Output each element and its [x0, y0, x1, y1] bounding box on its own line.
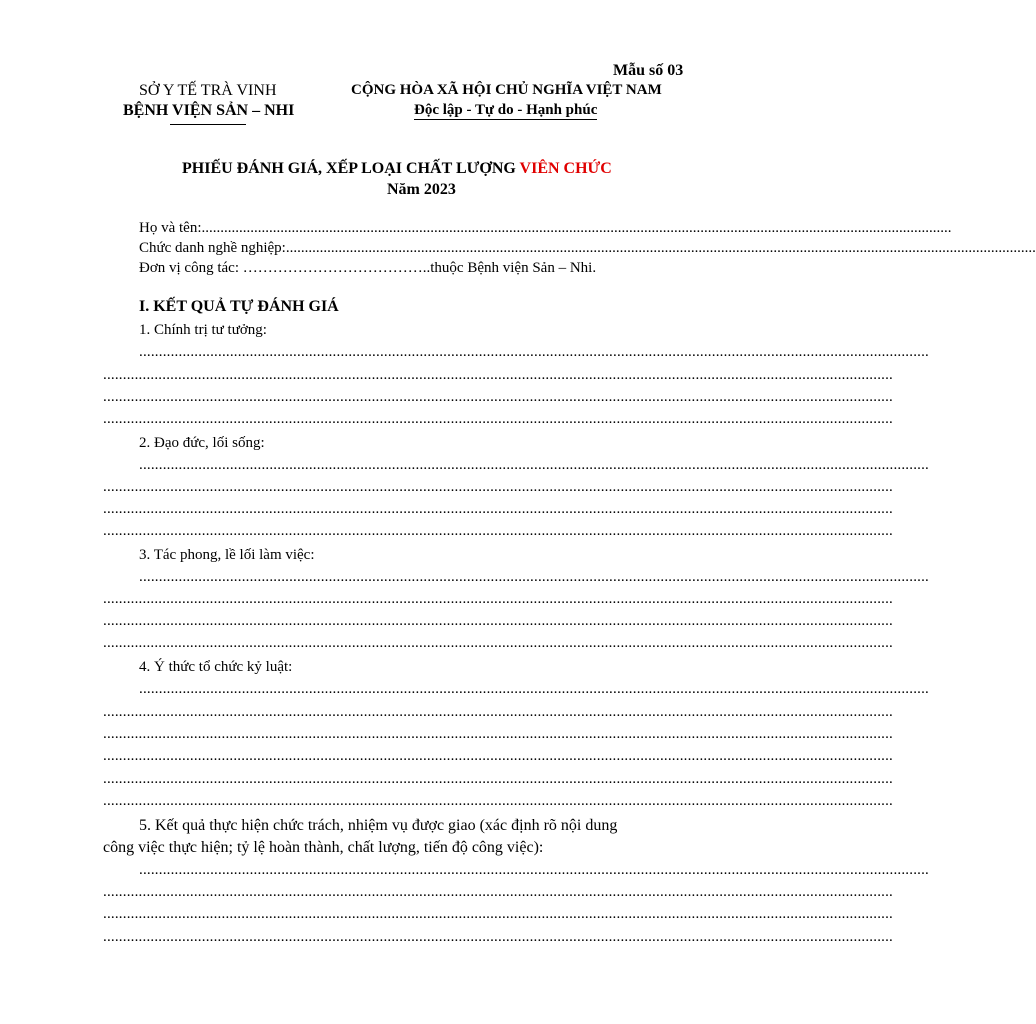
item-2-line: ........................................................................................................................................................................................................ [139, 457, 929, 473]
item-4-line: ........................................................................................................................................................................................................ [139, 681, 929, 697]
hospital-underline [170, 124, 246, 125]
section-heading: I. KẾT QUẢ TỰ ĐÁNH GIÁ [139, 298, 339, 315]
unit-field [139, 260, 596, 277]
item-2-line: ........................................................................................................................................................................................................ [103, 479, 893, 495]
item-3-line: ........................................................................................................................................................................................................ [139, 569, 929, 585]
item-5-line: ........................................................................................................................................................................................................ [103, 906, 893, 922]
document-title-main: PHIẾU ĐÁNH GIÁ, XẾP LOẠI CHẤT LƯỢNG [182, 160, 520, 177]
document-title [182, 160, 612, 178]
item-2-label: 2. Đạo đức, lối sống: [139, 435, 265, 451]
document-year: Năm 2023 [387, 181, 456, 198]
item-1-line: ........................................................................................................................................................................................................ [103, 411, 893, 427]
item-5-line: ........................................................................................................................................................................................................ [139, 862, 929, 878]
name-label: Họ và tên: [139, 220, 202, 236]
item-1-line: ........................................................................................................................................................................................................ [103, 367, 893, 383]
item-4-line: ........................................................................................................................................................................................................ [103, 793, 893, 809]
item-3-label: 3. Tác phong, lề lối làm việc: [139, 547, 315, 563]
item-4-line: ........................................................................................................................................................................................................ [103, 704, 893, 720]
item-3-line: ........................................................................................................................................................................................................ [103, 613, 893, 629]
item-4-line: ........................................................................................................................................................................................................ [103, 748, 893, 764]
document-title-highlight: VIÊN CHỨC [519, 160, 612, 177]
item-3-line: ........................................................................................................................................................................................................ [103, 591, 893, 607]
name-field [139, 220, 952, 237]
item-5-line: ........................................................................................................................................................................................................ [103, 929, 893, 945]
item-1-line: ........................................................................................................................................................................................................ [103, 389, 893, 405]
item-4-label: 4. Ý thức tổ chức kỷ luật: [139, 659, 293, 675]
item-5-label-line2: công việc thực hiện; tỷ lệ hoàn thành, chất lượng, tiến độ công việc): [103, 839, 544, 856]
job-title-field [139, 240, 1036, 257]
item-3-line: ........................................................................................................................................................................................................ [103, 635, 893, 651]
job-title-label: Chức danh nghề nghiệp: [139, 240, 286, 256]
form-number: Mẫu số 03 [613, 62, 684, 79]
unit-suffix: ..thuộc Bệnh viện Sản – Nhi. [422, 260, 597, 276]
unit-dots: ……………………………… [242, 260, 423, 276]
agency-name: SỞ Y TẾ TRÀ VINH [139, 82, 277, 99]
job-title-dots: ........................................................................................................................................................................................................ [285, 240, 1036, 256]
item-1-label: 1. Chính trị tư tưởng: [139, 322, 267, 338]
item-1-line: ........................................................................................................................................................................................................ [139, 344, 929, 360]
country-name: CỘNG HÒA XÃ HỘI CHỦ NGHĨA VIỆT NAM [351, 82, 662, 98]
item-4-line: ........................................................................................................................................................................................................ [103, 726, 893, 742]
item-2-line: ........................................................................................................................................................................................................ [103, 523, 893, 539]
national-motto: Độc lập - Tự do - Hạnh phúc [414, 102, 598, 118]
hospital-name: BỆNH VIỆN SẢN – NHI [123, 102, 295, 119]
item-5-label-line1: 5. Kết quả thực hiện chức trách, nhiệm vụ được giao (xác định rõ nội dung [139, 817, 618, 834]
item-4-line: ........................................................................................................................................................................................................ [103, 771, 893, 787]
item-2-line: ........................................................................................................................................................................................................ [103, 501, 893, 517]
name-dots: ........................................................................................................................................................................................................ [201, 220, 952, 236]
unit-label: Đơn vị công tác: [139, 260, 243, 276]
item-5-line: ........................................................................................................................................................................................................ [103, 884, 893, 900]
